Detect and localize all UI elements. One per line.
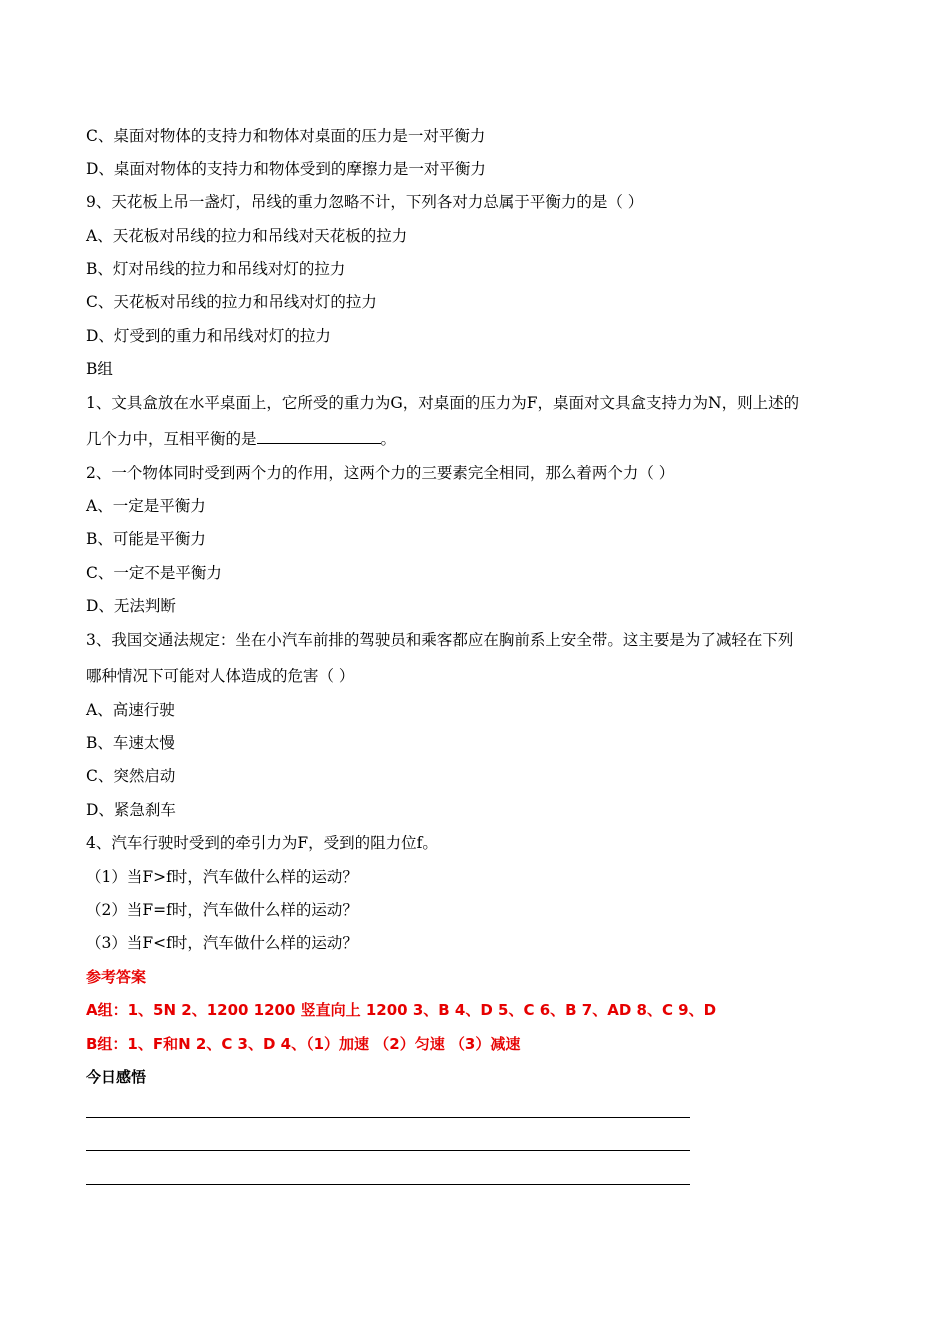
qb4-part-1: （1）当F>f时，汽车做什么样的运动？ [86, 868, 358, 886]
question-b1-cont [86, 429, 396, 449]
q9-option-c: C、天花板对吊线的拉力和吊线对灯的拉力 [86, 293, 377, 311]
reflection-line-2 [86, 1150, 690, 1151]
reflection-line-1 [86, 1117, 690, 1118]
q9-option-b: B、灯对吊线的拉力和吊线对灯的拉力 [86, 260, 346, 278]
option-c-line: C、桌面对物体的支持力和物体对桌面的压力是一对平衡力 [86, 127, 486, 145]
question-b1-end: 。 [380, 430, 397, 448]
q9-option-d: D、灯受到的重力和吊线对灯的拉力 [86, 327, 331, 345]
qb2-option-a: A、一定是平衡力 [86, 497, 206, 515]
qb2-option-c: C、一定不是平衡力 [86, 564, 222, 582]
option-d-line: D、桌面对物体的支持力和物体受到的摩擦力是一对平衡力 [86, 160, 486, 178]
qb3-option-b: B、车速太慢 [86, 734, 175, 752]
reflection-title: 今日感悟 [86, 1068, 147, 1086]
question-b3-cont: 哪种情况下可能对人体造成的危害（ ） [86, 667, 355, 685]
qb2-option-b: B、可能是平衡力 [86, 530, 206, 548]
question-b2: 2、一个物体同时受到两个力的作用，这两个力的三要素完全相同，那么着两个力（ ） [86, 464, 675, 482]
question-b4: 4、汽车行驶时受到的牵引力为F，受到的阻力位f。 [86, 834, 438, 852]
question-b3: 3、我国交通法规定：坐在小汽车前排的驾驶员和乘客都应在胸前系上安全带。这主要是为了减轻在下列 [86, 631, 794, 649]
answers-group-a: A组：1、5N 2、1200 1200 竖直向上 1200 3、B 4、D 5、C 6、B 7、AD 8、C 9、D [86, 1001, 717, 1019]
answers-title: 参考答案 [86, 968, 147, 986]
question-b1: 1、文具盒放在水平桌面上，它所受的重力为G，对桌面的压力为F，桌面对文具盒支持力为N，则上述的 [86, 394, 800, 412]
question-9: 9、天花板上吊一盏灯，吊线的重力忽略不计，下列各对力总属于平衡力的是（ ） [86, 193, 644, 211]
question-b1-text: 几个力中，互相平衡的是 [86, 430, 257, 448]
group-b-heading: B组 [86, 360, 113, 378]
qb3-option-c: C、突然启动 [86, 767, 176, 785]
reflection-line-3 [86, 1184, 690, 1185]
qb4-part-3: （3）当F<f时，汽车做什么样的运动？ [86, 934, 358, 952]
answer-blank [257, 429, 381, 444]
qb3-option-d: D、紧急刹车 [86, 801, 176, 819]
qb4-part-2: （2）当F=f时，汽车做什么样的运动？ [86, 901, 358, 919]
q9-option-a: A、天花板对吊线的拉力和吊线对天花板的拉力 [86, 227, 408, 245]
qb2-option-d: D、无法判断 [86, 597, 176, 615]
qb3-option-a: A、高速行驶 [86, 701, 175, 719]
answers-group-b: B组：1、F和N 2、C 3、D 4、（1）加速 （2）匀速 （3）减速 [86, 1035, 521, 1053]
